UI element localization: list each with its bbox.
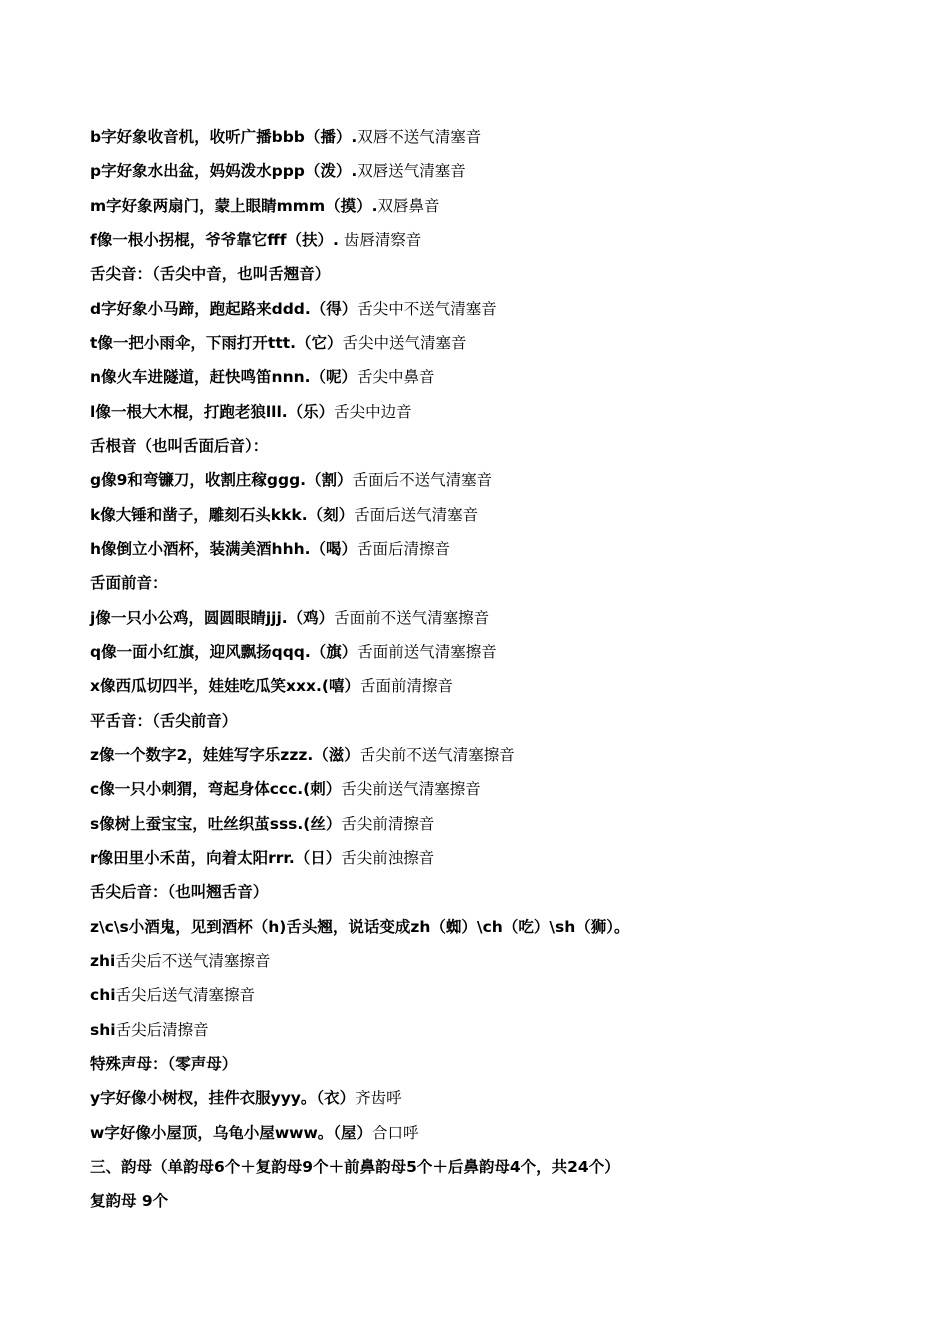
bold-text: n像火车进隧道，赶快鸣笛nnn.（呢） xyxy=(90,368,358,387)
text-line xyxy=(90,742,910,776)
bold-text: j像一只小公鸡，圆圆眼睛jjj.（鸡） xyxy=(90,608,335,627)
bold-text: f像一根小拐棍，爷爷靠它fff（扶）. xyxy=(90,230,339,249)
normal-text: 双唇不送气清塞音 xyxy=(357,128,482,146)
normal-text: 舌面前送气清塞擦音 xyxy=(357,642,497,661)
bold-text: y字好像小树杈，挂件衣服yyy。（衣） xyxy=(90,1089,356,1108)
text-line xyxy=(90,536,910,570)
normal-text: 舌面后清擦音 xyxy=(357,539,451,558)
bold-text: chi xyxy=(90,986,116,1005)
normal-text: 舌尖中不送气清塞音 xyxy=(357,299,497,318)
normal-text: 舌面后送气清塞音 xyxy=(354,505,479,524)
normal-text: 舌尖后送气清塞擦音 xyxy=(115,986,256,1005)
text-line xyxy=(90,227,910,261)
text-line xyxy=(90,879,910,913)
bold-text: h像倒立小酒杯，装满美酒hhh.（喝） xyxy=(90,539,358,558)
bold-text: w字好像小屋顶，乌龟小屋www。（屋） xyxy=(90,1123,373,1142)
text-line xyxy=(90,158,910,192)
normal-text: 合口呼 xyxy=(372,1123,419,1142)
bold-text: r像田里小禾苗，向着太阳rrr.（日） xyxy=(90,848,342,867)
text-line xyxy=(90,948,910,982)
bold-text: shi xyxy=(90,1020,116,1039)
text-line xyxy=(90,1017,910,1051)
normal-text: 齿唇清察音 xyxy=(338,230,422,249)
text-line xyxy=(90,364,910,398)
normal-text: 舌尖中边音 xyxy=(334,402,412,421)
normal-text: 舌尖前浊擦音 xyxy=(341,848,435,867)
text-line xyxy=(90,1051,910,1085)
normal-text: 舌面后不送气清塞音 xyxy=(352,471,493,490)
text-line xyxy=(90,433,910,467)
text-line xyxy=(90,1085,910,1119)
text-line xyxy=(90,605,910,639)
text-line xyxy=(90,502,910,536)
bold-text: zhi xyxy=(90,951,116,970)
normal-text: 舌尖后清擦音 xyxy=(115,1020,209,1039)
text-line xyxy=(90,330,910,364)
bold-text: 舌根音（也叫舌面后音）： xyxy=(90,436,269,455)
normal-text: 舌面前不送气清塞擦音 xyxy=(334,608,490,627)
normal-text: 双唇鼻音 xyxy=(377,196,440,215)
text-line xyxy=(90,261,910,295)
bold-text: t像一把小雨伞，下雨打开ttt.（它） xyxy=(90,333,343,352)
bold-text: 舌尖后音：（也叫翘舌音） xyxy=(90,883,269,902)
text-line xyxy=(90,193,910,227)
text-line xyxy=(90,982,910,1016)
text-line xyxy=(90,399,910,433)
bold-text: q像一面小红旗，迎风飘扬qqq.（旗） xyxy=(90,642,358,661)
bold-text: 复韵母 9个 xyxy=(90,1192,169,1211)
normal-text: 舌尖前不送气清塞擦音 xyxy=(359,745,515,764)
text-line xyxy=(90,639,910,673)
bold-text: g像9和弯镰刀，收割庄稼ggg.（割） xyxy=(90,471,353,490)
normal-text: 舌尖前送气清塞擦音 xyxy=(341,780,481,799)
normal-text: 舌尖中鼻音 xyxy=(357,368,435,387)
text-line xyxy=(90,296,910,330)
bold-text: z像一个数字2，娃娃写字乐zzz.（滋） xyxy=(90,745,360,764)
normal-text: 双唇送气清塞音 xyxy=(357,162,466,181)
bold-text: 三、韵母（单韵母6个＋复韵母9个＋前鼻韵母5个＋后鼻韵母4个，共24个） xyxy=(90,1157,620,1176)
bold-text: 舌面前音： xyxy=(90,574,168,593)
bold-text: m字好象两扇门，蒙上眼睛mmm（摸）. xyxy=(90,196,378,215)
bold-text: 特殊声母：（零声母） xyxy=(90,1054,238,1073)
bold-text: c像一只小刺猬，弯起身体ccc.(刺） xyxy=(90,780,342,799)
bold-text: p字好象水出盆，妈妈泼水ppp（泼）. xyxy=(90,162,358,181)
text-line xyxy=(90,124,910,158)
text-line xyxy=(90,673,910,707)
text-line xyxy=(90,1120,910,1154)
normal-text: 舌尖后不送气清塞擦音 xyxy=(115,951,271,970)
text-line xyxy=(90,914,910,948)
bold-text: b字好象收音机，收听广播bbb（播）. xyxy=(90,128,358,146)
bold-text: x像西瓜切四半，娃娃吃瓜笑xxx.(嘻） xyxy=(90,677,360,696)
normal-text: 舌面前清擦音 xyxy=(359,677,453,696)
text-line xyxy=(90,811,910,845)
bold-text: k像大锤和凿子，雕刻石头kkk.（刻） xyxy=(90,505,355,524)
text-line xyxy=(90,467,910,501)
text-line xyxy=(90,708,910,742)
text-line xyxy=(90,776,910,810)
text-line xyxy=(90,570,910,604)
text-line xyxy=(90,1188,910,1222)
normal-text: 舌尖前清擦音 xyxy=(341,814,435,833)
text-line xyxy=(90,1154,910,1188)
normal-text: 舌尖中送气清塞音 xyxy=(342,333,467,352)
bold-text: 舌尖音：（舌尖中音，也叫舌翘音） xyxy=(90,265,331,284)
bold-text: l像一根大木棍，打跑老狼lll.（乐） xyxy=(90,402,335,421)
bold-text: 平舌音：（舌尖前音） xyxy=(90,711,238,730)
bold-text: d字好象小马蹄，跑起路来ddd.（得） xyxy=(90,299,358,318)
document-body xyxy=(90,124,910,1223)
bold-text: s像树上蚕宝宝，吐丝织茧sss.(丝） xyxy=(90,814,342,833)
text-line xyxy=(90,845,910,879)
bold-text: z\c\s小酒鬼，见到酒杯（h)舌头翘，说话变成zh（蜘）\ch（吃）\sh（狮）。 xyxy=(90,917,630,936)
normal-text: 齐齿呼 xyxy=(355,1089,402,1108)
